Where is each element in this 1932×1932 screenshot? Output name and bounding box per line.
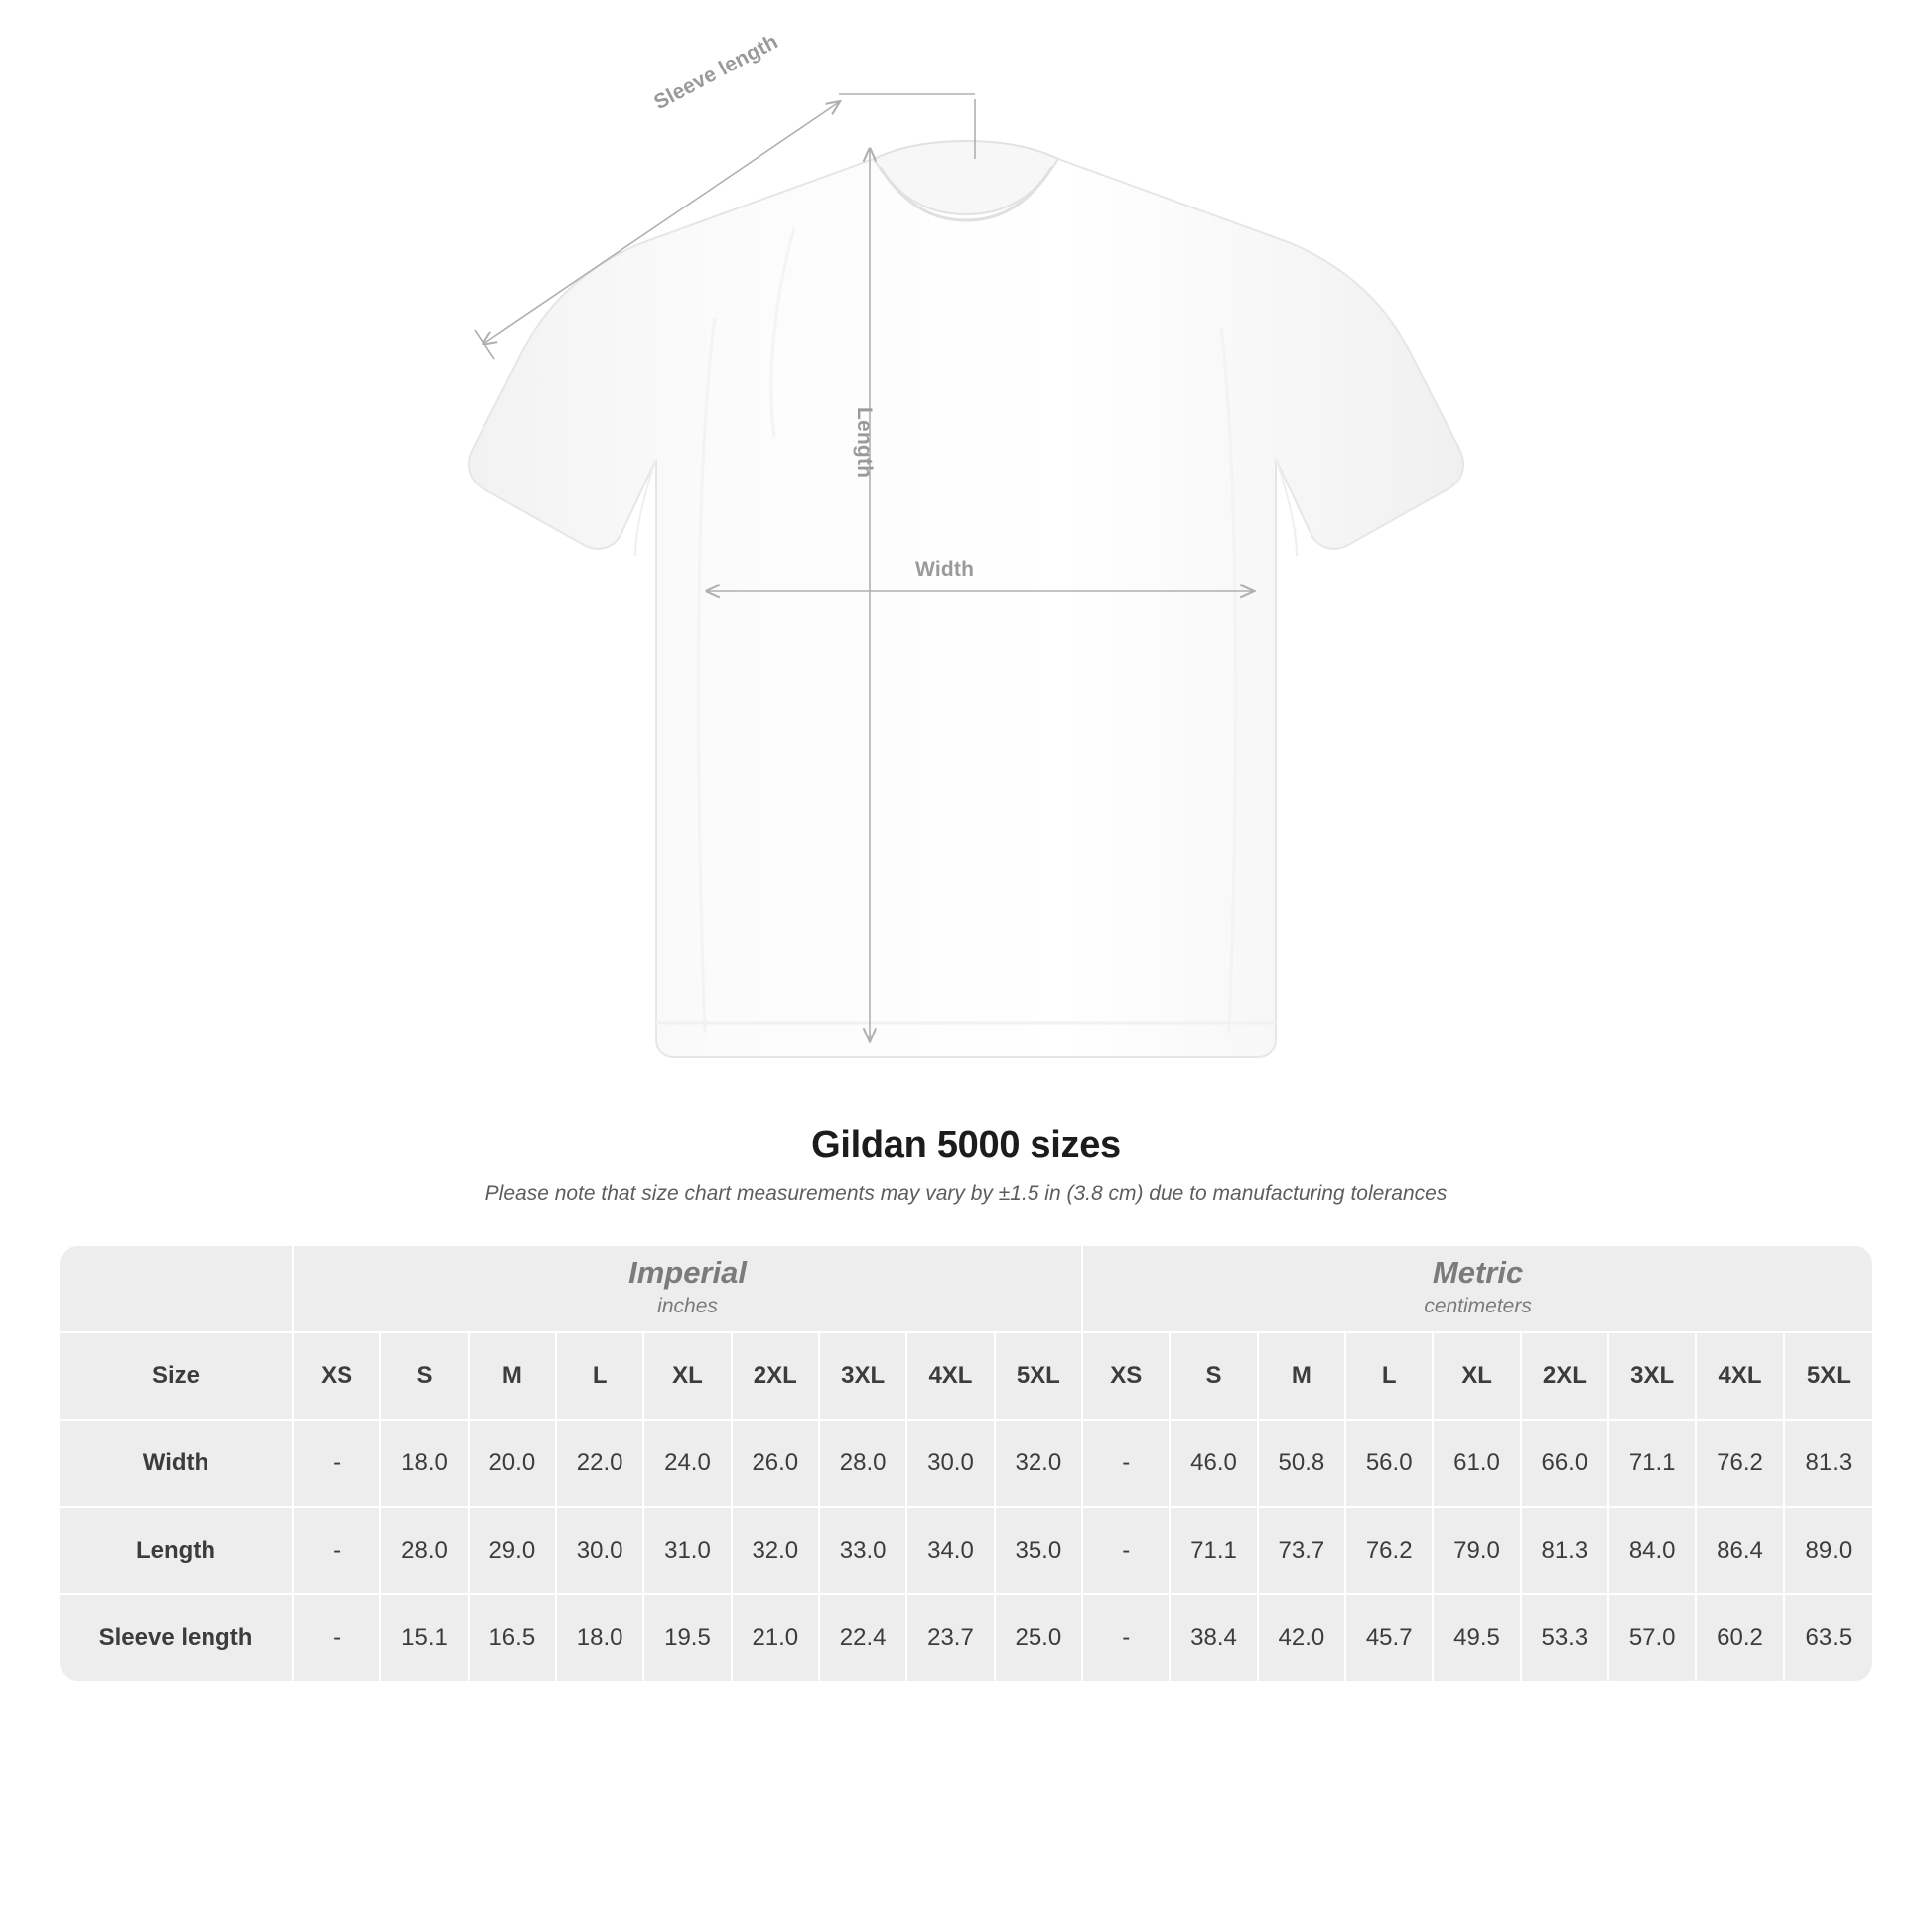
size-column-label: Size xyxy=(60,1333,294,1421)
length-label: Length xyxy=(853,407,876,479)
cell-imperial-sleeve-length-5xl: 25.0 xyxy=(996,1595,1083,1681)
cell-imperial-width-xs: - xyxy=(294,1421,381,1508)
row-label-width: Width xyxy=(60,1421,294,1508)
cell-metric-length-3xl: 84.0 xyxy=(1609,1508,1697,1595)
cell-imperial-width-m: 20.0 xyxy=(470,1421,557,1508)
size-header-metric-xl: XL xyxy=(1434,1333,1521,1421)
page-title: Gildan 5000 sizes xyxy=(811,1124,1121,1166)
cell-metric-length-4xl: 86.4 xyxy=(1697,1508,1784,1595)
cell-metric-length-l: 76.2 xyxy=(1346,1508,1434,1595)
cell-imperial-length-2xl: 32.0 xyxy=(733,1508,820,1595)
cell-imperial-width-4xl: 30.0 xyxy=(907,1421,995,1508)
cell-metric-width-m: 50.8 xyxy=(1259,1421,1346,1508)
size-header-imperial-2xl: 2XL xyxy=(733,1333,820,1421)
cell-imperial-width-s: 18.0 xyxy=(381,1421,469,1508)
cell-metric-sleeve-length-l: 45.7 xyxy=(1346,1595,1434,1681)
cell-imperial-length-l: 30.0 xyxy=(557,1508,644,1595)
row-label-length: Length xyxy=(60,1508,294,1595)
tshirt-shape xyxy=(469,141,1463,1057)
cell-imperial-sleeve-length-3xl: 22.4 xyxy=(820,1595,907,1681)
cell-metric-length-5xl: 89.0 xyxy=(1785,1508,1872,1595)
chart-header xyxy=(0,1124,1932,1206)
cell-imperial-width-3xl: 28.0 xyxy=(820,1421,907,1508)
table-row xyxy=(60,1595,1872,1681)
cell-metric-width-xl: 61.0 xyxy=(1434,1421,1521,1508)
cell-metric-width-4xl: 76.2 xyxy=(1697,1421,1784,1508)
cell-metric-sleeve-length-m: 42.0 xyxy=(1259,1595,1346,1681)
size-header-metric-s: S xyxy=(1171,1333,1258,1421)
cell-metric-sleeve-length-xs: - xyxy=(1083,1595,1171,1681)
unit-header-row xyxy=(60,1246,1872,1333)
size-header-row xyxy=(60,1333,1872,1421)
size-header-metric-3xl: 3XL xyxy=(1609,1333,1697,1421)
tolerance-note: Please note that size chart measurements may vary by ±1.5 in (3.8 cm) due to manufacturing tolerances xyxy=(484,1182,1448,1205)
sleeve-tick-left xyxy=(475,330,494,359)
cell-imperial-length-xl: 31.0 xyxy=(644,1508,732,1595)
size-header-imperial-m: M xyxy=(470,1333,557,1421)
size-header-imperial-3xl: 3XL xyxy=(820,1333,907,1421)
cell-imperial-width-5xl: 32.0 xyxy=(996,1421,1083,1508)
cell-metric-length-2xl: 81.3 xyxy=(1522,1508,1609,1595)
cell-imperial-length-s: 28.0 xyxy=(381,1508,469,1595)
unit-name: Imperial xyxy=(628,1255,747,1291)
cell-metric-sleeve-length-2xl: 53.3 xyxy=(1522,1595,1609,1681)
unit-header-imperial xyxy=(294,1246,1083,1333)
unit-header-metric xyxy=(1083,1246,1872,1333)
row-label-sleeve-length: Sleeve length xyxy=(60,1595,294,1681)
size-header-imperial-4xl: 4XL xyxy=(907,1333,995,1421)
cell-metric-length-xl: 79.0 xyxy=(1434,1508,1521,1595)
sleeve-length-label: Sleeve length xyxy=(650,30,782,115)
cell-metric-width-2xl: 66.0 xyxy=(1522,1421,1609,1508)
cell-metric-width-s: 46.0 xyxy=(1171,1421,1258,1508)
cell-metric-sleeve-length-s: 38.4 xyxy=(1171,1595,1258,1681)
unit-subtitle: inches xyxy=(657,1295,718,1318)
cell-imperial-sleeve-length-xl: 19.5 xyxy=(644,1595,732,1681)
size-header-imperial-xl: XL xyxy=(644,1333,732,1421)
size-header-metric-xs: XS xyxy=(1083,1333,1171,1421)
cell-imperial-sleeve-length-l: 18.0 xyxy=(557,1595,644,1681)
size-header-metric-5xl: 5XL xyxy=(1785,1333,1872,1421)
cell-metric-width-xs: - xyxy=(1083,1421,1171,1508)
size-header-metric-2xl: 2XL xyxy=(1522,1333,1609,1421)
width-label: Width xyxy=(915,558,975,581)
size-table-container xyxy=(60,1246,1872,1681)
size-header-imperial-l: L xyxy=(557,1333,644,1421)
cell-metric-length-xs: - xyxy=(1083,1508,1171,1595)
cell-metric-length-m: 73.7 xyxy=(1259,1508,1346,1595)
size-header-metric-4xl: 4XL xyxy=(1697,1333,1784,1421)
size-header-metric-l: L xyxy=(1346,1333,1434,1421)
cell-imperial-width-xl: 24.0 xyxy=(644,1421,732,1508)
cell-imperial-length-5xl: 35.0 xyxy=(996,1508,1083,1595)
cell-metric-width-3xl: 71.1 xyxy=(1609,1421,1697,1508)
cell-imperial-sleeve-length-2xl: 21.0 xyxy=(733,1595,820,1681)
table-row xyxy=(60,1508,1872,1595)
size-header-metric-m: M xyxy=(1259,1333,1346,1421)
cell-imperial-width-l: 22.0 xyxy=(557,1421,644,1508)
cell-metric-sleeve-length-3xl: 57.0 xyxy=(1609,1595,1697,1681)
table-corner-blank xyxy=(60,1246,294,1333)
cell-imperial-length-3xl: 33.0 xyxy=(820,1508,907,1595)
cell-imperial-width-2xl: 26.0 xyxy=(733,1421,820,1508)
cell-imperial-sleeve-length-m: 16.5 xyxy=(470,1595,557,1681)
size-table xyxy=(60,1246,1872,1681)
cell-metric-length-s: 71.1 xyxy=(1171,1508,1258,1595)
size-header-imperial-5xl: 5XL xyxy=(996,1333,1083,1421)
cell-imperial-length-m: 29.0 xyxy=(470,1508,557,1595)
cell-imperial-sleeve-length-xs: - xyxy=(294,1595,381,1681)
size-header-imperial-s: S xyxy=(381,1333,469,1421)
unit-name: Metric xyxy=(1432,1255,1524,1291)
size-header-imperial-xs: XS xyxy=(294,1333,381,1421)
cell-imperial-sleeve-length-4xl: 23.7 xyxy=(907,1595,995,1681)
cell-metric-width-5xl: 81.3 xyxy=(1785,1421,1872,1508)
cell-imperial-length-xs: - xyxy=(294,1508,381,1595)
cell-metric-sleeve-length-5xl: 63.5 xyxy=(1785,1595,1872,1681)
cell-imperial-sleeve-length-s: 15.1 xyxy=(381,1595,469,1681)
cell-imperial-length-4xl: 34.0 xyxy=(907,1508,995,1595)
unit-subtitle: centimeters xyxy=(1424,1295,1532,1318)
table-row xyxy=(60,1421,1872,1508)
cell-metric-sleeve-length-4xl: 60.2 xyxy=(1697,1595,1784,1681)
cell-metric-sleeve-length-xl: 49.5 xyxy=(1434,1595,1521,1681)
cell-metric-width-l: 56.0 xyxy=(1346,1421,1434,1508)
